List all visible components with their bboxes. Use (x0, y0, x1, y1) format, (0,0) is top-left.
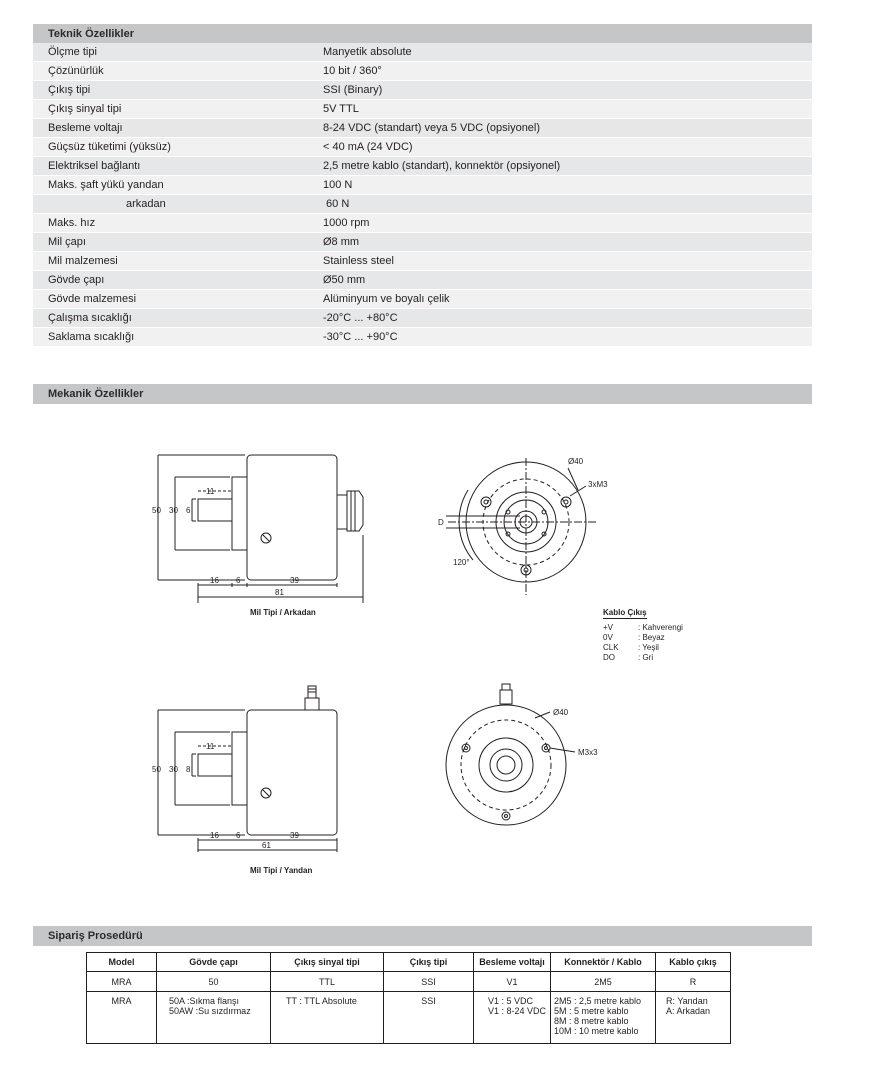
spec-value: 60 N (323, 198, 350, 210)
order-header: Çıkış sinyal tipi (271, 953, 384, 972)
spec-label: Saklama sıcaklığı (48, 331, 135, 343)
front-view-side-drawing (440, 680, 620, 830)
cable-row (603, 643, 683, 653)
spec-value: 2,5 metre kablo (standart), konnektör (opsiyonel) (323, 160, 561, 172)
spec-label: Çalışma sıcaklığı (48, 312, 132, 324)
cable-color: : Yeşil (638, 643, 659, 652)
spec-row (33, 119, 812, 138)
cable-color: : Gri (638, 653, 654, 662)
drawing1-caption: Mil Tipi / Arkadan (250, 608, 316, 617)
order-cell: TT : TTL Absolute (271, 992, 384, 1044)
spec-label: Güçsüz tüketimi (yüksüz) (48, 141, 171, 153)
order-cell: 50 (157, 972, 271, 992)
order-cell: R (656, 972, 731, 992)
spec-value: Alüminyum ve boyalı çelik (323, 293, 450, 305)
spec-row (33, 271, 812, 290)
order-example-row (87, 972, 731, 992)
spec-value: 1000 rpm (323, 217, 370, 229)
order-cell (656, 992, 731, 1044)
cable-color: : Beyaz (638, 633, 665, 642)
dim-50: 50 (152, 765, 161, 774)
spec-row (33, 290, 812, 309)
option-line: V1 : 5 VDC (488, 996, 534, 1006)
front1-d: D (438, 518, 444, 527)
spec-value: Ø8 mm (323, 236, 360, 248)
spec-label: Mil malzemesi (48, 255, 118, 267)
spec-label: Maks. şaft yükü yandan (48, 179, 164, 191)
spec-row (33, 43, 812, 62)
spec-value: 100 N (323, 179, 353, 191)
spec-row (33, 176, 812, 195)
spec-row (33, 81, 812, 100)
drawing2-caption: Mil Tipi / Yandan (250, 866, 313, 875)
order-header: Çıkış tipi (384, 953, 474, 972)
dim-16: 16 (210, 831, 219, 840)
spec-row (33, 252, 812, 271)
order-header: Kablo çıkış (656, 953, 731, 972)
order-header: Gövde çapı (157, 953, 271, 972)
front2-m3: M3x3 (578, 748, 598, 757)
spec-label: Mil çapı (48, 236, 86, 248)
spec-row (33, 138, 812, 157)
order-cell: SSI (384, 992, 474, 1044)
order-cell: 2M5 (551, 972, 656, 992)
spec-row (33, 62, 812, 81)
option-line: A: Arkadan (666, 1006, 711, 1016)
dim-11: 11 (206, 742, 215, 751)
spec-label: Çıkış tipi (48, 84, 91, 96)
cable-row (603, 653, 683, 663)
spec-row (33, 214, 812, 233)
spec-row (33, 233, 812, 252)
cable-output-legend (603, 608, 683, 663)
spec-label: Çıkış sinyal tipi (48, 103, 122, 115)
spec-row (33, 309, 812, 328)
order-cell: TTL (271, 972, 384, 992)
cable-signal: +V (603, 623, 614, 632)
order-options-row (87, 992, 731, 1044)
side-view-side-drawing (150, 680, 350, 855)
dim-39: 39 (290, 576, 299, 585)
front1-angle: 120° (453, 558, 470, 567)
spec-value: 8-24 VDC (standart) veya 5 VDC (opsiyonel) (323, 122, 541, 134)
cable-signal: CLK (603, 643, 619, 652)
dim-6b: 6 (236, 576, 241, 585)
order-header: Besleme voltajı (474, 953, 551, 972)
spec-value: 10 bit / 360° (323, 65, 382, 77)
dim-39: 39 (290, 831, 299, 840)
spec-label: Maks. hız (48, 217, 96, 229)
spec-value: Manyetik absolute (323, 46, 412, 58)
dim-61: 61 (262, 841, 271, 850)
option-line: R: Yandan (666, 996, 708, 1006)
front1-d40: Ø40 (568, 457, 584, 466)
front1-m3: 3xM3 (588, 480, 608, 489)
order-cell: MRA (87, 992, 157, 1044)
order-cell (157, 992, 271, 1044)
spec-label: Çözünürlük (48, 65, 104, 77)
option-line: 2M5 : 2,5 metre kablo (554, 996, 642, 1006)
option-line: 50A :Sıkma flanşı (169, 996, 240, 1006)
order-cell: SSI (384, 972, 474, 992)
dim-6: 6 (186, 506, 191, 515)
order-header: Model (87, 953, 157, 972)
dim-30: 30 (169, 506, 178, 515)
dim-6: 6 (236, 831, 241, 840)
dim-81: 81 (275, 588, 284, 597)
cable-signal: DO (603, 653, 615, 662)
spec-value: SSI (Binary) (323, 84, 383, 96)
spec-row (33, 157, 812, 176)
mechanical-section-title: Mekanik Özellikler (33, 384, 812, 404)
cable-row (603, 623, 683, 633)
front-view-rear-drawing (438, 450, 628, 605)
technical-section-title: Teknik Özellikler (33, 24, 812, 44)
order-header: Konnektör / Kablo (551, 953, 656, 972)
spec-row (33, 328, 812, 347)
dim-11: 11 (206, 487, 215, 496)
front2-d40: Ø40 (553, 708, 569, 717)
option-line: 10M : 10 metre kablo (554, 1026, 639, 1036)
order-cell (551, 992, 656, 1044)
order-header-row (87, 953, 731, 972)
spec-label: Gövde malzemesi (48, 293, 137, 305)
option-line: V1 : 8-24 VDC (488, 1006, 547, 1016)
order-section-title: Sipariş Prosedürü (33, 926, 812, 946)
dim-16: 16 (210, 576, 219, 585)
cable-signal: 0V (603, 633, 613, 642)
order-cell: MRA (87, 972, 157, 992)
technical-specs-table (33, 43, 812, 347)
dim-8: 8 (186, 765, 191, 774)
spec-row (33, 195, 812, 214)
spec-row (33, 100, 812, 119)
spec-label: Gövde çapı (48, 274, 105, 286)
cable-title: Kablo Çıkış (603, 608, 647, 617)
option-line: 50AW :Su sızdırmaz (169, 1006, 251, 1016)
dim-30: 30 (169, 765, 178, 774)
spec-value: < 40 mA (24 VDC) (323, 141, 413, 153)
spec-label: arkadan (126, 198, 166, 210)
cable-row (603, 633, 683, 643)
spec-label: Elektriksel bağlantı (48, 160, 141, 172)
spec-value: Stainless steel (323, 255, 394, 267)
option-line: 8M : 8 metre kablo (554, 1016, 629, 1026)
spec-value: -30°C ... +90°C (323, 331, 398, 343)
order-cell (474, 992, 551, 1044)
cable-color: : Kahverengi (638, 623, 683, 632)
side-view-rear-drawing (150, 445, 380, 605)
spec-value: Ø50 mm (323, 274, 366, 286)
order-table (86, 952, 731, 1044)
order-cell: V1 (474, 972, 551, 992)
option-line: 5M : 5 metre kablo (554, 1006, 629, 1016)
spec-value: -20°C ... +80°C (323, 312, 398, 324)
spec-label: Besleme voltajı (48, 122, 123, 134)
spec-value: 5V TTL (323, 103, 359, 115)
dim-50: 50 (152, 506, 161, 515)
spec-label: Ölçme tipi (48, 46, 97, 58)
